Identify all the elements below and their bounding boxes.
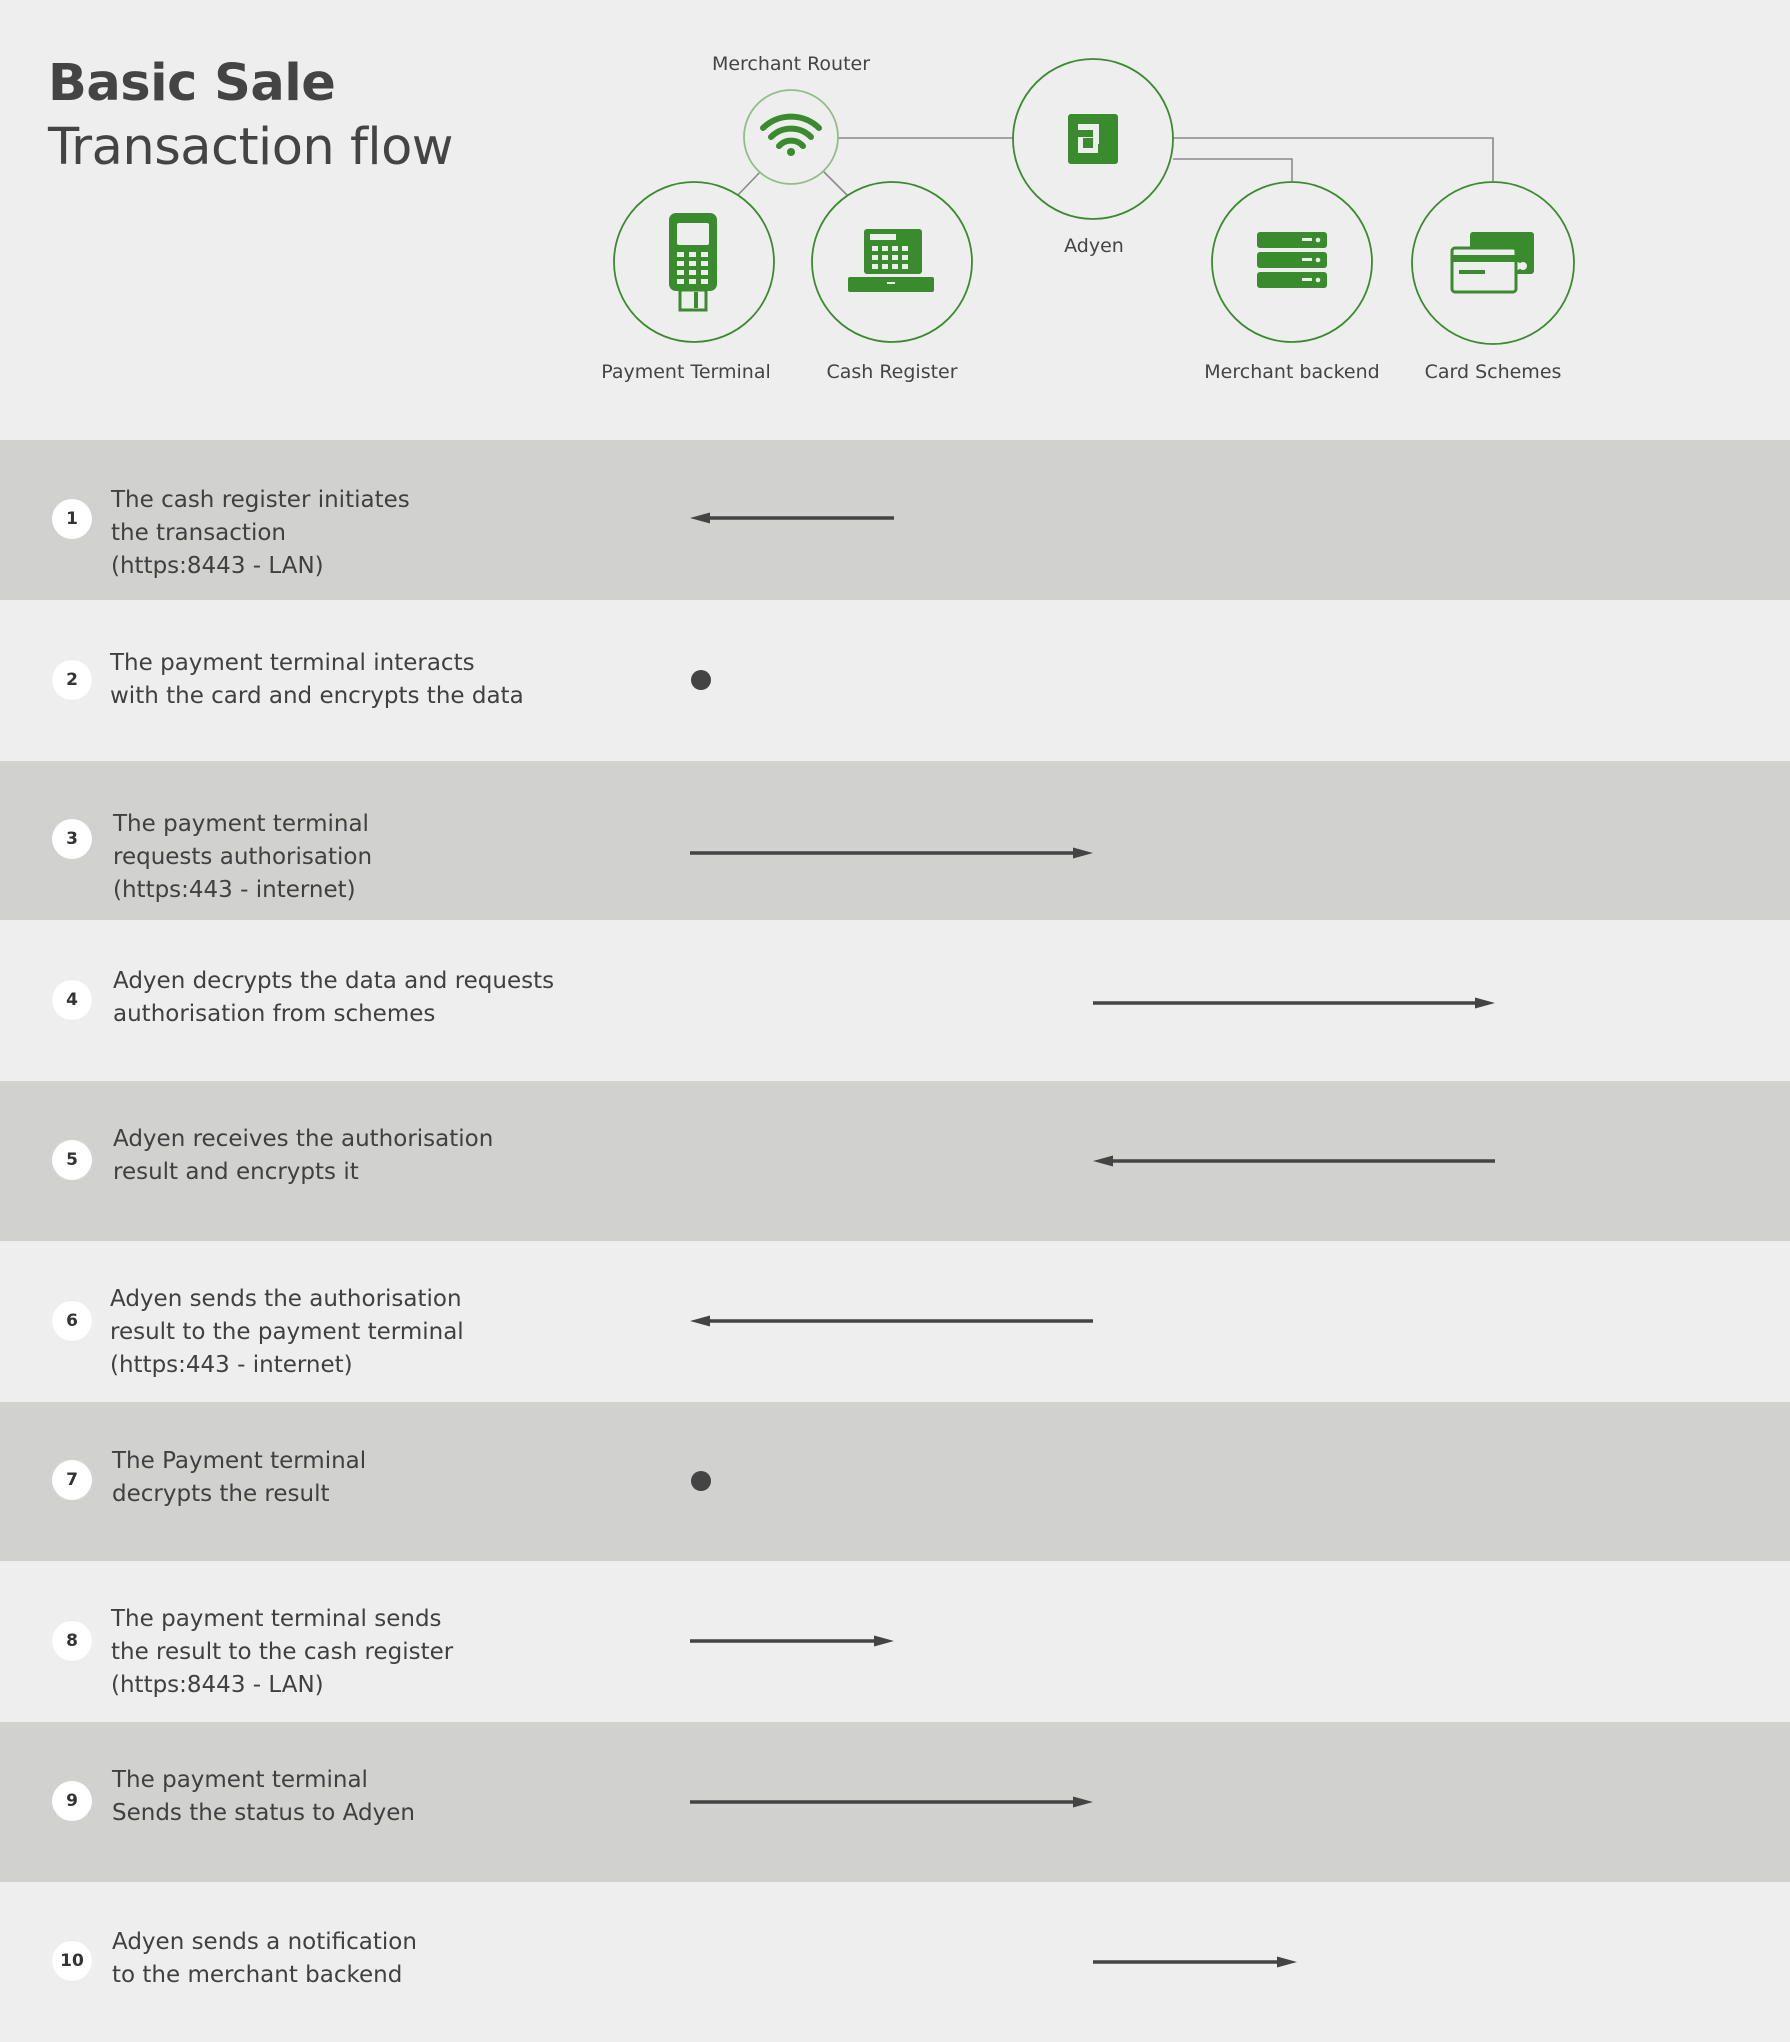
step-text-10: Adyen sends a notification to the merchant backend <box>112 1929 417 1988</box>
step-text-1: The cash register initiates the transaction (https:8443 - LAN) <box>111 487 410 579</box>
adyen-label: Adyen <box>1064 235 1124 257</box>
page-title: Basic Sale <box>48 54 336 113</box>
step-number-7: 7 <box>52 1460 92 1500</box>
step-row-3 <box>0 761 1790 920</box>
step-text-8: The payment terminal sends the result to the cash register (https:8443 - LAN) <box>111 1606 454 1698</box>
step-text-7: The Payment terminal decrypts the result <box>112 1448 367 1507</box>
step-text-2: The payment terminal interacts with the card and encrypts the data <box>110 650 524 709</box>
step-row-4 <box>0 920 1790 1081</box>
step-number-2: 2 <box>52 660 92 700</box>
step-number-5: 5 <box>52 1140 92 1180</box>
step-number-3: 3 <box>52 819 92 859</box>
step-number-10: 10 <box>52 1941 92 1981</box>
card-schemes-node <box>1412 182 1574 344</box>
step-text-5: Adyen receives the authorisation result and encrypts it <box>113 1126 494 1185</box>
step-number-9: 9 <box>52 1781 92 1821</box>
step-text-9: The payment terminal Sends the status to Adyen <box>112 1767 415 1826</box>
step-row-2 <box>0 600 1790 761</box>
page-subtitle: Transaction flow <box>48 118 454 177</box>
step-row-9 <box>0 1722 1790 1882</box>
step-text-4: Adyen decrypts the data and requests authorisation from schemes <box>113 968 555 1027</box>
adyen-logo-icon <box>1068 114 1118 164</box>
server-icon <box>1257 232 1327 288</box>
merchant-backend-node <box>1212 182 1372 342</box>
step-row-10 <box>0 1882 1790 2042</box>
merchant-backend-label: Merchant backend <box>1204 361 1380 383</box>
merchant-router-label: Merchant Router <box>711 53 871 75</box>
payment-terminal-label: Payment Terminal <box>601 361 771 383</box>
step-text-3: The payment terminal requests authorisation (https:443 - internet) <box>113 811 373 903</box>
step-text-6: Adyen sends the authorisation result to the payment terminal (https:443 - internet) <box>110 1286 464 1378</box>
cash-register-node <box>812 182 972 342</box>
cash-register-label: Cash Register <box>826 361 958 383</box>
step-number-8: 8 <box>52 1621 92 1661</box>
step-row-6 <box>0 1241 1790 1402</box>
step-row-8 <box>0 1561 1790 1722</box>
card-schemes-label: Card Schemes <box>1424 361 1562 383</box>
merchant-router-node <box>744 90 838 184</box>
step-row-5 <box>0 1081 1790 1241</box>
adyen-backend-line <box>1173 159 1292 181</box>
router-register-line <box>822 170 848 196</box>
step-number-4: 4 <box>52 980 92 1020</box>
adyen-node <box>1013 59 1173 219</box>
step-number-1: 1 <box>52 499 92 539</box>
step-row-7 <box>0 1402 1790 1561</box>
router-terminal-line <box>738 170 762 195</box>
step-number-6: 6 <box>52 1301 92 1341</box>
payment-terminal-node <box>614 182 774 342</box>
step-row-1 <box>0 440 1790 600</box>
